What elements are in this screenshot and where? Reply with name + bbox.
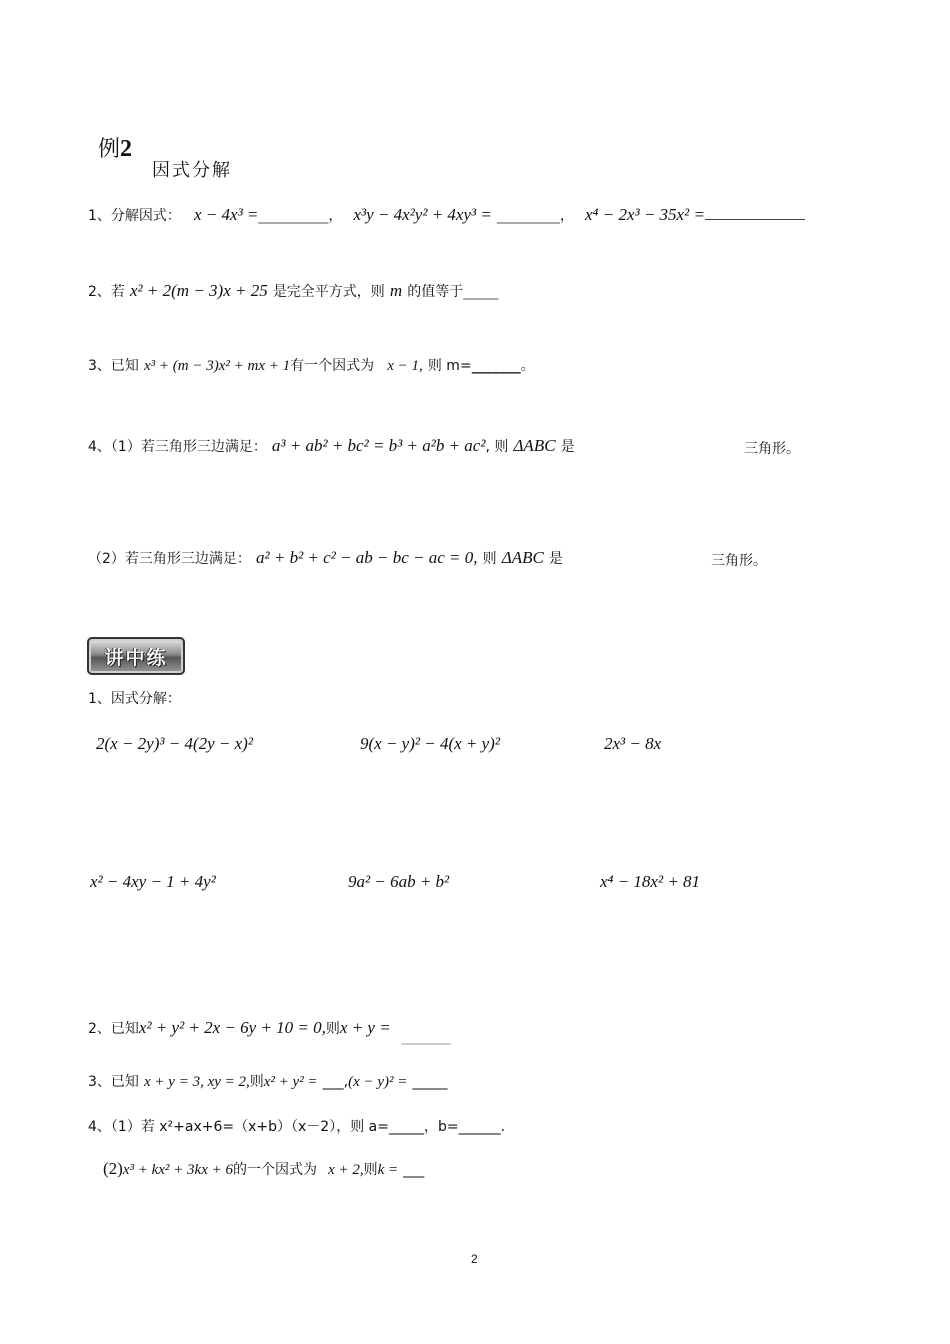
practice-4-part-2-factor: x + 2, bbox=[328, 1162, 364, 1178]
problem-4-text: , 则 bbox=[485, 439, 509, 455]
problem-5-is: 是 bbox=[548, 551, 563, 567]
practice-3-blank-2: _____ bbox=[412, 1074, 448, 1090]
problem-2-expr: x² + 2(m − 3)x + 25 bbox=[130, 281, 268, 300]
problem-3-number: 3、已知 bbox=[88, 358, 139, 374]
practice-1-number: 1、因式分解： bbox=[88, 691, 181, 707]
example-number: 2 bbox=[120, 136, 133, 162]
page-number: 2 bbox=[471, 1252, 478, 1266]
problem-1-sep-2: ， bbox=[559, 208, 574, 224]
problem-4-is: 是 bbox=[560, 439, 575, 455]
problem-1-blank-1: __________ bbox=[258, 208, 329, 224]
problem-3-expr: x³ + (m − 3)x² + mx + 1 bbox=[144, 358, 291, 374]
problem-3-factor: x − 1, bbox=[387, 358, 423, 374]
practice-badge: 讲中练 bbox=[87, 637, 185, 675]
problem-4-part-2 bbox=[88, 548, 563, 568]
problem-5-number: （2）若三角形三边满足： bbox=[88, 551, 251, 567]
practice-3-comma: , bbox=[343, 1074, 349, 1090]
practice-3 bbox=[88, 1071, 448, 1091]
problem-2-number: 2、若 bbox=[88, 284, 125, 300]
problem-1-expr-3: x⁴ − 2x³ − 35x² = bbox=[585, 205, 705, 224]
practice-2-ask: x + y = bbox=[339, 1018, 391, 1037]
problem-2-text: 是完全平方式，则 bbox=[272, 284, 385, 300]
problem-4-part-1 bbox=[88, 436, 575, 456]
problem-1 bbox=[88, 205, 805, 225]
example-subtitle: 因式分解 bbox=[152, 160, 232, 181]
practice-4-part-2 bbox=[103, 1159, 424, 1179]
practice-1-expr-2: 9(x − y)² − 4(x + y)² bbox=[360, 734, 500, 753]
problem-1-expr-1: x − 4x³ = bbox=[194, 205, 259, 224]
problem-5-tail: 三角形。 bbox=[711, 553, 767, 569]
problem-2-text-2: 的值等于 bbox=[407, 284, 464, 300]
practice-3-blank-1: ___ bbox=[322, 1074, 344, 1090]
practice-2 bbox=[88, 1018, 451, 1045]
problem-3-text-2: 则 m= bbox=[427, 358, 472, 374]
practice-3-ask-2: (x − y)² = bbox=[348, 1074, 408, 1090]
problem-4-tail: 三角形。 bbox=[744, 441, 800, 457]
problem-5-expr: a² + b² + c² − ab − bc − ac = 0, bbox=[256, 548, 478, 567]
practice-4-part-2-text-2: 则 bbox=[363, 1162, 378, 1178]
practice-1-expr-3: 2x³ − 8x bbox=[604, 734, 662, 753]
problem-1-answer-line bbox=[705, 219, 805, 220]
practice-3-number: 3、已知 bbox=[88, 1074, 139, 1090]
example-label: 例 bbox=[98, 137, 121, 162]
practice-3-text: 则 bbox=[249, 1074, 264, 1090]
problem-3-blank: _______ bbox=[471, 358, 521, 374]
practice-4-part-2-number: (2) bbox=[103, 1159, 123, 1178]
problem-5-text: 则 bbox=[482, 551, 497, 567]
practice-4-part-2-blank: ___ bbox=[403, 1162, 425, 1178]
practice-2-expr: x² + y² + 2x − 6y + 10 = 0, bbox=[138, 1018, 326, 1037]
practice-4-part-1: 4、（1）若 x²+ax+6=（x+b）（x－2），则 a=_____，b=______. bbox=[88, 1119, 506, 1135]
problem-1-sep-1: ， bbox=[328, 208, 343, 224]
practice-3-ask-1: x² + y² = bbox=[263, 1074, 318, 1090]
problem-4-number: 4、（1）若三角形三边满足： bbox=[88, 439, 267, 455]
problem-2 bbox=[88, 281, 498, 301]
practice-3-expr: x + y = 3, xy = 2, bbox=[144, 1074, 250, 1090]
problem-1-blank-2: _________ bbox=[496, 208, 560, 224]
practice-4-part-2-expr: x³ + kx² + 3kx + 6 bbox=[122, 1162, 233, 1178]
problem-4-expr: a³ + ab² + bc² = b³ + a²b + ac² bbox=[271, 436, 486, 455]
practice-1-expr-4: x² − 4xy − 1 + 4y² bbox=[90, 872, 216, 891]
problem-5-triangle: ΔABC bbox=[501, 548, 544, 567]
problem-3-end: 。 bbox=[520, 358, 535, 374]
practice-2-number: 2、已知 bbox=[88, 1021, 139, 1037]
practice-4-part-2-text: 的一个因式为 bbox=[232, 1162, 317, 1178]
problem-2-var: m bbox=[389, 281, 403, 300]
problem-3-text: 有一个因式为 bbox=[290, 358, 375, 374]
practice-4-part-2-ask: k = bbox=[377, 1162, 399, 1178]
practice-2-text: 则 bbox=[325, 1021, 340, 1037]
practice-2-blank: _______ bbox=[401, 1029, 451, 1045]
problem-2-blank: _____ bbox=[463, 284, 499, 300]
example-heading bbox=[98, 132, 132, 163]
problem-4-triangle: ΔABC bbox=[513, 436, 556, 455]
problem-1-number: 1、分解因式： bbox=[88, 208, 181, 224]
practice-1-expr-5: 9a² − 6ab + b² bbox=[348, 872, 450, 891]
problem-1-expr-2: x³y − 4x²y² + 4xy³ = bbox=[353, 205, 492, 224]
practice-1-expr-1: 2(x − 2y)³ − 4(2y − x)² bbox=[96, 734, 253, 753]
problem-3 bbox=[88, 355, 535, 375]
practice-1-expr-6: x⁴ − 18x² + 81 bbox=[600, 872, 701, 891]
